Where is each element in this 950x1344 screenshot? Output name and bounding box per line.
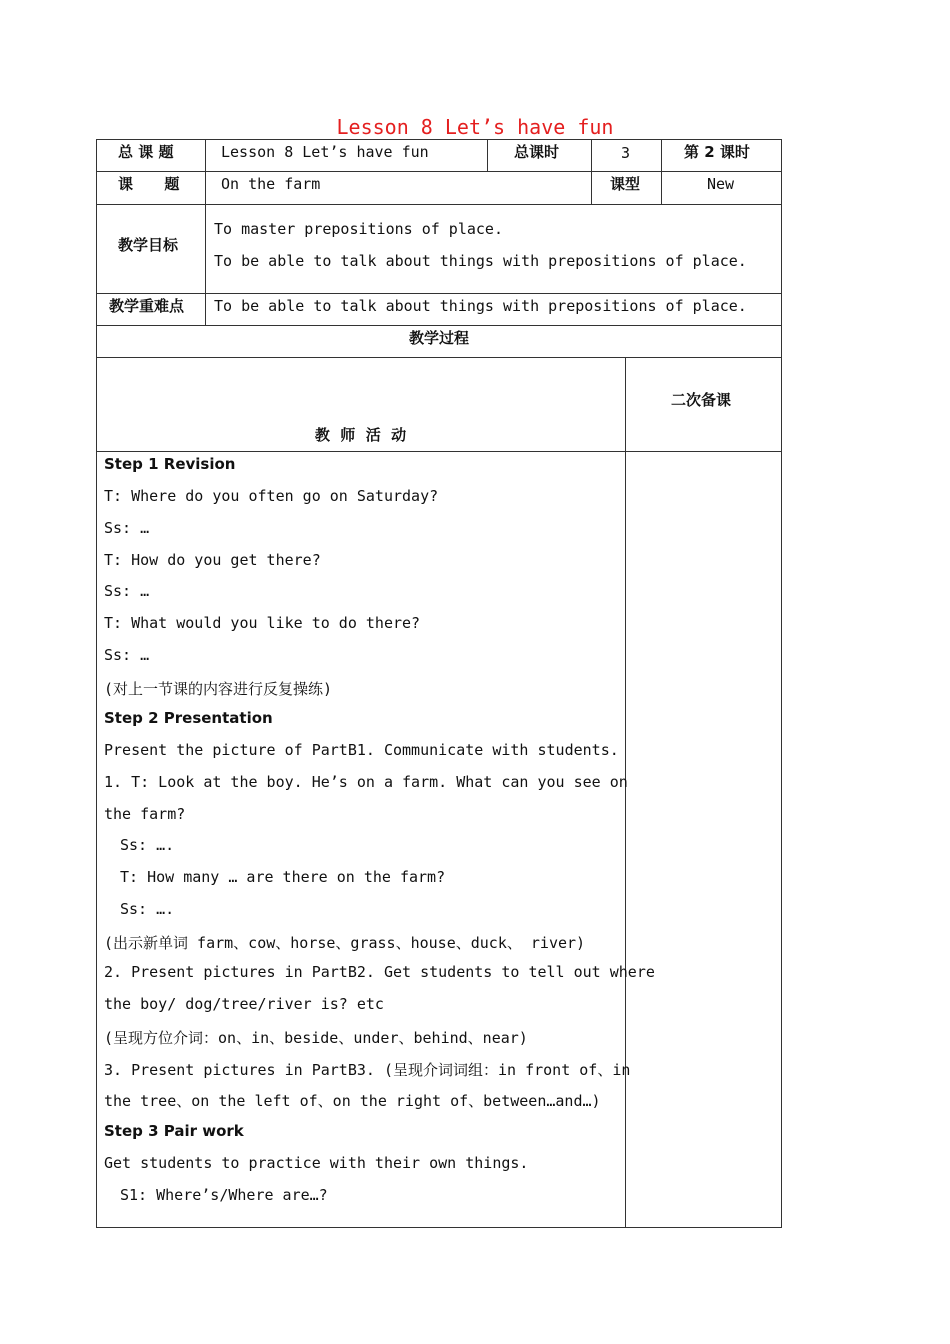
body-line: T: What would you like to do there?	[104, 614, 421, 632]
lesson-type-label: 课型	[610, 175, 641, 193]
teacher-activity-heading	[96, 390, 625, 462]
body-line: (出示新单词 farm、cow、horse、grass、house、duck、 river)	[104, 934, 586, 952]
teaching-goal-line: To be able to talk about things with prepositions of place.	[214, 252, 747, 270]
key-points-label: 教学重难点	[109, 297, 185, 315]
body-line: Step 1 Revision	[104, 455, 236, 473]
body-line: 2. Present pictures in PartB2. Get students to tell out where	[104, 963, 655, 981]
second-prep-label: 二次备课	[671, 391, 732, 409]
teaching-goal-line: To master prepositions of place.	[214, 220, 503, 238]
body-line: S1: Where’s/Where are…?	[120, 1186, 328, 1204]
topic-value: On the farm	[221, 175, 321, 193]
total-hours-label: 总课时	[514, 143, 560, 161]
body-line: T: Where do you often go on Saturday?	[104, 487, 439, 505]
body-line: 1. T: Look at the boy. He’s on a farm. What can you see on	[104, 773, 628, 791]
total-topic-label: 总 课 题	[118, 143, 174, 161]
key-points-value: To be able to talk about things with prepositions of place.	[214, 297, 747, 315]
teaching-process-label: 教学过程	[408, 329, 469, 347]
body-line: (呈现方位介词：on、in、beside、under、behind、near)	[104, 1029, 528, 1047]
total-topic-value: Lesson 8 Let’s have fun	[221, 143, 429, 161]
total-hours-value: 3	[621, 144, 631, 162]
body-line: Step 2 Presentation	[104, 709, 273, 727]
body-line: 3. Present pictures in PartB3. (呈现介词词组：in front of、in	[104, 1061, 631, 1079]
body-line: T: How do you get there?	[104, 551, 321, 569]
lesson-number: 第 2 课时	[684, 143, 750, 161]
teaching-process-heading	[96, 329, 782, 347]
body-line: Ss: …	[104, 519, 150, 537]
body-line: the tree、on the left of、on the right of、between…and…)	[104, 1092, 601, 1110]
lesson-type-value: New	[707, 175, 735, 193]
body-line: T: How many … are there on the farm?	[120, 868, 446, 886]
topic-label: 课 题	[118, 175, 180, 193]
body-line: Ss: ….	[120, 900, 175, 918]
teacher-activity-label: 教 师 活 动	[314, 426, 407, 444]
document-title: Lesson 8 Let’s have fun	[336, 115, 614, 139]
body-line: (对上一节课的内容进行反复操练)	[104, 680, 333, 698]
body-line: Get students to practice with their own things.	[104, 1154, 529, 1172]
body-line: the boy/ dog/tree/river is? etc	[104, 995, 384, 1013]
body-line: the farm?	[104, 805, 186, 823]
body-line: Present the picture of PartB1. Communicate with students.	[104, 741, 619, 759]
teaching-goal-label: 教学目标	[118, 236, 179, 254]
body-line: Ss: ….	[120, 836, 175, 854]
body-line: Step 3 Pair work	[104, 1122, 244, 1140]
body-line: Ss: …	[104, 582, 150, 600]
body-line: Ss: …	[104, 646, 150, 664]
